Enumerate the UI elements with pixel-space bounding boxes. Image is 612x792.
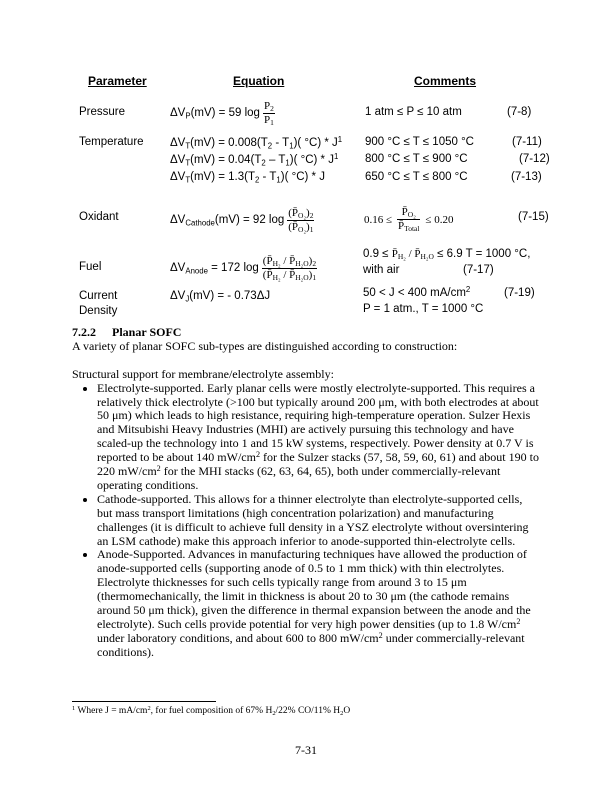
fuel-equation: $\Delta V_{Anode} = 172$ log $\frac{(P̄_{H_2} / P̄_{H_2O})_2}{(P̄_{H_2} / P̄_{H_2O})_1}$ [170, 254, 317, 282]
temperature-equation-1: $\Delta V_T(mV) = 0.008(T_2 - T_1)$( $^\circ C) * J^1$ [170, 135, 343, 151]
col-header-comments: Comments [414, 74, 477, 88]
temperature-comment-1: 900 °C ≤ T ≤ 1050 °C [365, 136, 474, 148]
row-temperature-label: Temperature [79, 136, 144, 148]
body-text [72, 326, 540, 660]
row-oxidant-label: Oxidant [79, 211, 119, 223]
fuel-eq-number: (7-17) [463, 264, 494, 276]
temperature-eq-number-3: (7-13) [511, 171, 542, 183]
oxidant-equation: $\Delta V_{Cathode}(mV) = 92$ log $\frac{(P̄_{O_2})_2}{(P̄_{O_2})_1}$ [170, 206, 314, 234]
row-pressure-label: Pressure [79, 106, 126, 118]
temperature-equation-3: $\Delta V_T(mV) = 1.3(T_2 - T_1)$( °C) * J [170, 171, 325, 185]
support-heading: Structural support for membrane/electrolyte assembly: [72, 366, 334, 381]
oxidant-eq-number: (7-15) [518, 211, 549, 223]
bullet-anode-supported: • Anode-Supported. Advances in manufacturing techniques have allowed the production of anode-supported cells (supporting anode of 0.5 to 1 mm thick) with thin electrolytes. Electrolyte thicknesses for such cells typically range from around 3 to 15 μm (thermomechanically, the limit in thickness is about 20 to 30 μm (the cathode remains around 50 μm thick), given the difference in thermal expansion between the anode and the electrolyte). Such cells provide potential for very high power densities (up to 1.8 $W/cm^2$ under laboratory conditions, and about 600 to 800 $mW/cm^2$ under commercially-relevant conditions). [97, 548, 540, 659]
oxidant-comment-fraction: $\frac{P̄_{O_2}}{P̄_{Total}}$ [398, 206, 420, 234]
pressure-comment: 1 atm ≤ P ≤ 10 atm [365, 106, 462, 118]
fuel-comment-line2: with air [363, 264, 400, 276]
col-header-parameter: Parameter [88, 74, 147, 88]
row-current-density-label: Current Density [79, 290, 118, 317]
section-intro: A variety of planar SOFC sub-types are distinguished according to construction: [72, 338, 458, 353]
page-number: 7-31 [295, 743, 317, 757]
oxidant-fraction: $\frac{(P̄_{O_2})_2}{(P̄_{O_2})_1}$ [288, 206, 314, 234]
temperature-comment-2: 800 °C ≤ T ≤ 900 °C [365, 153, 468, 165]
section-number: 7.2.2 [72, 325, 96, 339]
footnote-separator [72, 701, 216, 702]
pressure-equation: $\Delta V_P(mV) = 59$ log $\frac{P_2}{P_1}$ [170, 99, 274, 127]
pressure-eq-number: (7-8) [507, 106, 532, 118]
fuel-comment-line1: $0.9 \le P̄_{H_2}$ / $P̄_{H_2O} \le 6.9$ T = 1000 °C, [363, 248, 531, 262]
construction-bullet-list [72, 382, 540, 660]
pressure-fraction: $\frac{P_2}{P_1}$ [263, 99, 274, 127]
oxidant-comment: 0.16 ≤ $\frac{P̄_{O_2}}{P̄_{Total}}$ ≤ 0.20 [364, 206, 454, 234]
row-fuel-label: Fuel [79, 261, 102, 273]
footnote-marker: 1 [72, 704, 76, 712]
current-density-equation: $\Delta V_J(mV)$ = - 0.73ΔJ [170, 290, 271, 304]
current-density-eq-number: (7-19) [504, 287, 535, 299]
current-density-comment-line1: 50 < J < 400 $mA/cm^2$ [363, 285, 471, 299]
temperature-eq-number-2: (7-12) [519, 153, 550, 165]
bullet-cathode-supported: • Cathode-supported. This allows for a thinner electrolyte than electrolyte-supported cells, but mass transport limitations (high concentration polarization) and manufacturing challenges (it is difficult to achieve full density in a YSZ electrolyte without oversintering an LSM cathode) make this approach inferior to anode-supported thin-electrolyte cells. [97, 493, 540, 549]
current-density-comment-line2: P = 1 atm., T = 1000 °C [363, 303, 484, 315]
temperature-equation-2: $\Delta V_T(mV) = 0.04(T_2 - T_1)$( $^\circ C) * J^1$ [170, 152, 339, 168]
bullet-electrolyte-supported: • Electrolyte-supported. Early planar cells were mostly electrolyte-supported. This requires a relatively thick electrolyte (>100 but typically around 200 μm, with both electrodes at about 50 μm) which leads to high resistance, requiring high-temperature operation. Sulzer Hexis and Mitsubishi Heavy Industries (MHI) are actively pursuing this technology and have scaled-up the technology into 1 and 15 kW systems, respectively. Power density at 0.7 V is reported to be about 140 $mW/cm^2$ for the Sulzer stacks (57, 58, 59, 60, 61) and about 190 to 220 $mW/cm^2$ for the MHI stacks (62, 63, 64, 65), both under commercially-relevant operating conditions. [97, 382, 540, 493]
temperature-comment-3: 650 °C ≤ T ≤ 800 °C [365, 171, 468, 183]
footnote [72, 706, 502, 716]
temperature-eq-number-1: (7-11) [512, 136, 542, 148]
section-heading [72, 326, 540, 340]
col-header-equation: Equation [233, 74, 285, 88]
fuel-fraction: $\frac{(P̄_{H_2} / P̄_{H_2O})_2}{(P̄_{H_2} / P̄_{H_2O})_1}$ [262, 254, 317, 282]
section-title: Planar SOFC [112, 325, 182, 339]
footnote-text: Where $J = mA/cm^2$, for fuel composition of 67% $H_2/22\%$ CO/11% $H_2O$ [75, 704, 351, 717]
